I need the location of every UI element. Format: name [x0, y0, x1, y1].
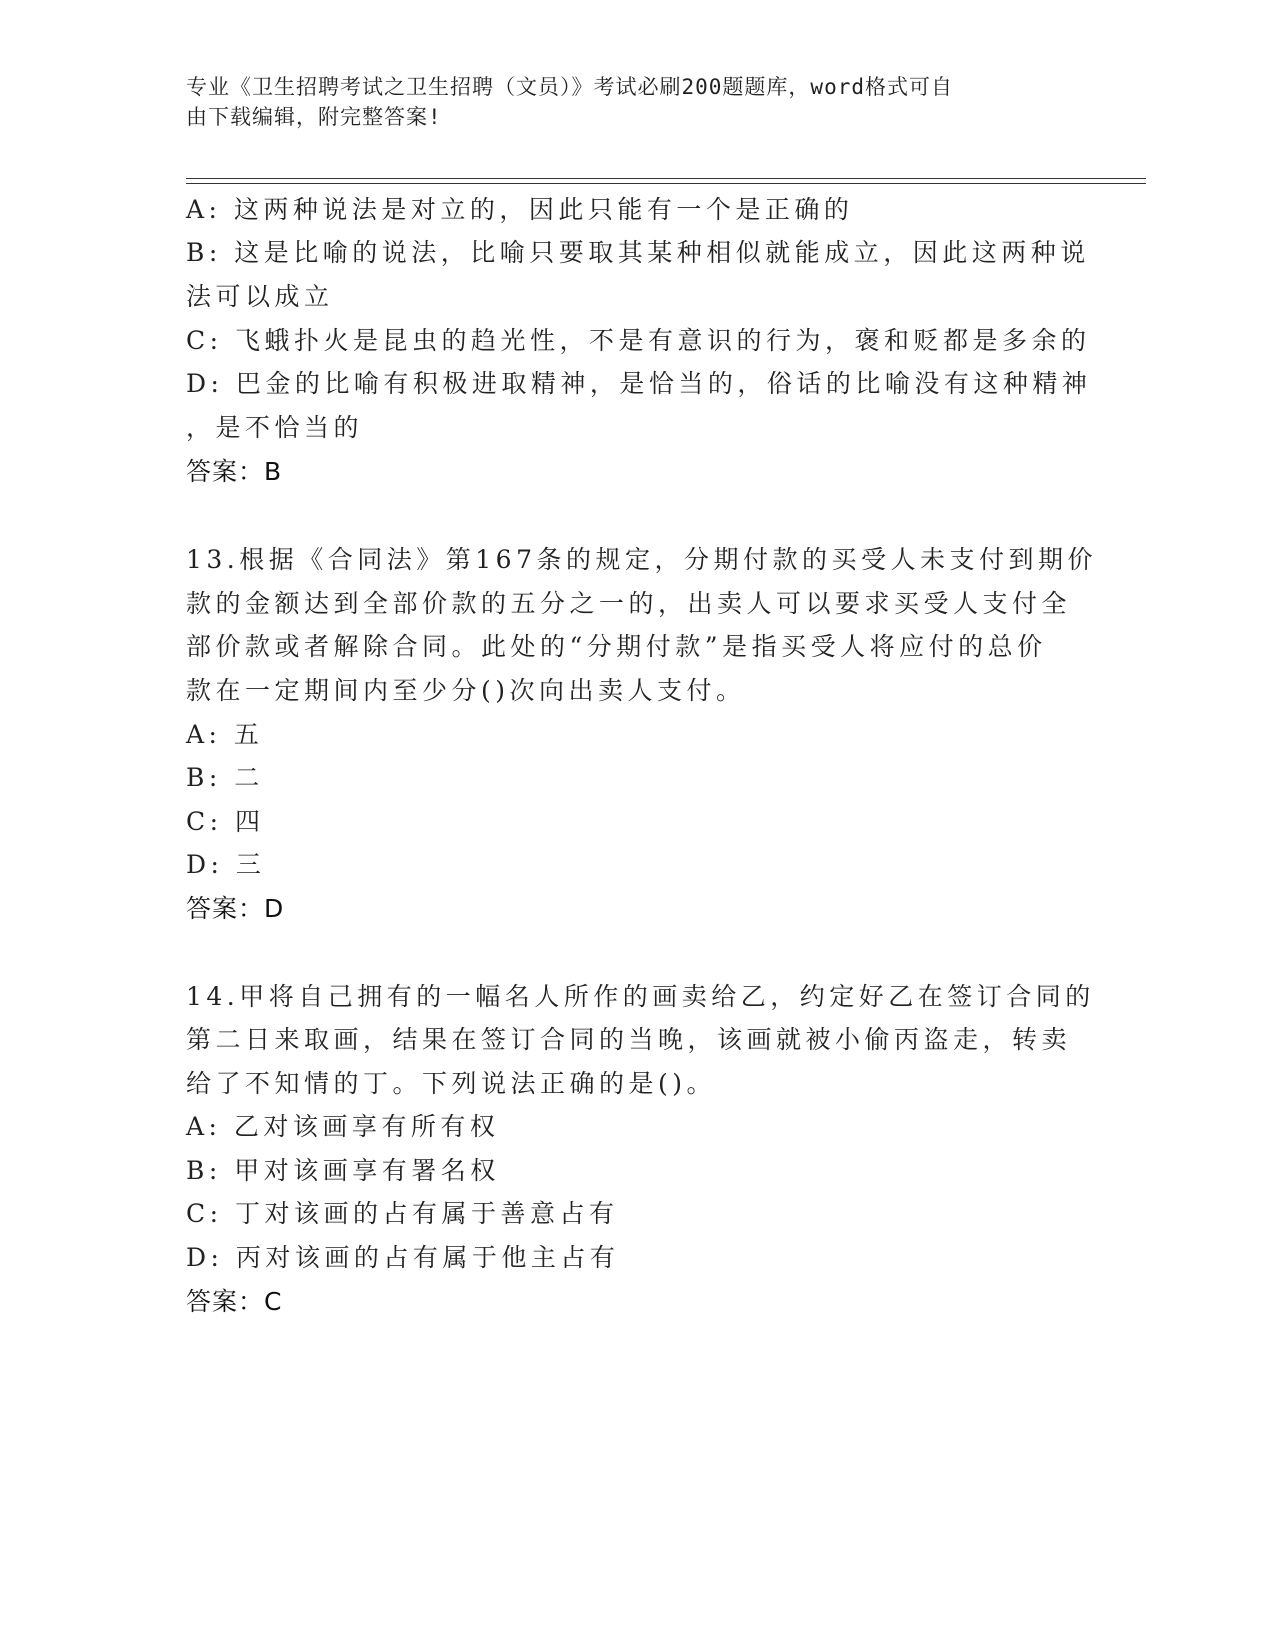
- q14-option-d: D: 丙对该画的占有属于他主占有: [186, 1243, 620, 1272]
- q13-option-c: C: 四: [186, 807, 265, 836]
- q12-option-b-cont: 法可以成立: [186, 282, 334, 311]
- header-divider-top: [186, 178, 1146, 179]
- q14-option-c: C: 丁对该画的占有属于善意占有: [186, 1199, 619, 1228]
- q12-option-d-cont: ，是不恰当的: [186, 413, 364, 442]
- q13-stem-line-1: 13.根据《合同法》第167条的规定，分期付款的买受人未支付到期价: [186, 545, 1097, 574]
- q13-stem-line-3: 部价款或者解除合同。此处的“分期付款”是指买受人将应付的总价: [186, 632, 1047, 661]
- q12-option-c: C: 飞蛾扑火是昆虫的趋光性，不是有意识的行为，褒和贬都是多余的: [186, 326, 1091, 355]
- q13-stem-line-2: 款的金额达到全部价款的五分之一的，出卖人可以要求买受人支付全: [186, 589, 1072, 618]
- q14-stem-line-3: 给了不知情的丁。下列说法正确的是()。: [186, 1069, 717, 1098]
- q12-answer: 答案：B: [186, 457, 283, 486]
- q13-option-a: A: 五: [186, 720, 264, 749]
- header-line-1: 专业《卫生招聘考试之卫生招聘（文员）》考试必刷200题题库，word格式可自: [186, 75, 953, 99]
- q14-option-a: A: 乙对该画享有所有权: [186, 1112, 500, 1141]
- q13-stem-line-4: 款在一定期间内至少分()次向出卖人支付。: [186, 676, 746, 705]
- header-divider-bottom: [186, 183, 1146, 184]
- q12-option-b: B: 这是比喻的说法，比喻只要取其某种相似就能成立，因此这两种说: [186, 238, 1090, 267]
- q12-option-a: A: 这两种说法是对立的，因此只能有一个是正确的: [186, 195, 854, 224]
- q13-option-b: B: 二: [186, 763, 264, 792]
- q14-answer: 答案：C: [186, 1287, 283, 1316]
- q14-stem-line-1: 14.甲将自己拥有的一幅名人所作的画卖给乙，约定好乙在签订合同的: [186, 982, 1095, 1011]
- q12-option-d: D: 巴金的比喻有积极进取精神，是恰当的，俗话的比喻没有这种精神: [186, 369, 1092, 398]
- q13-answer: 答案：D: [186, 894, 285, 923]
- q14-option-b: B: 甲对该画享有署名权: [186, 1156, 500, 1185]
- header-line-2: 由下载编辑，附完整答案!: [186, 105, 442, 129]
- q14-stem-line-2: 第二日来取画，结果在签订合同的当晚，该画就被小偷丙盗走，转卖: [186, 1025, 1072, 1054]
- document-header: [186, 72, 1086, 132]
- q13-option-d: D: 三: [186, 850, 266, 879]
